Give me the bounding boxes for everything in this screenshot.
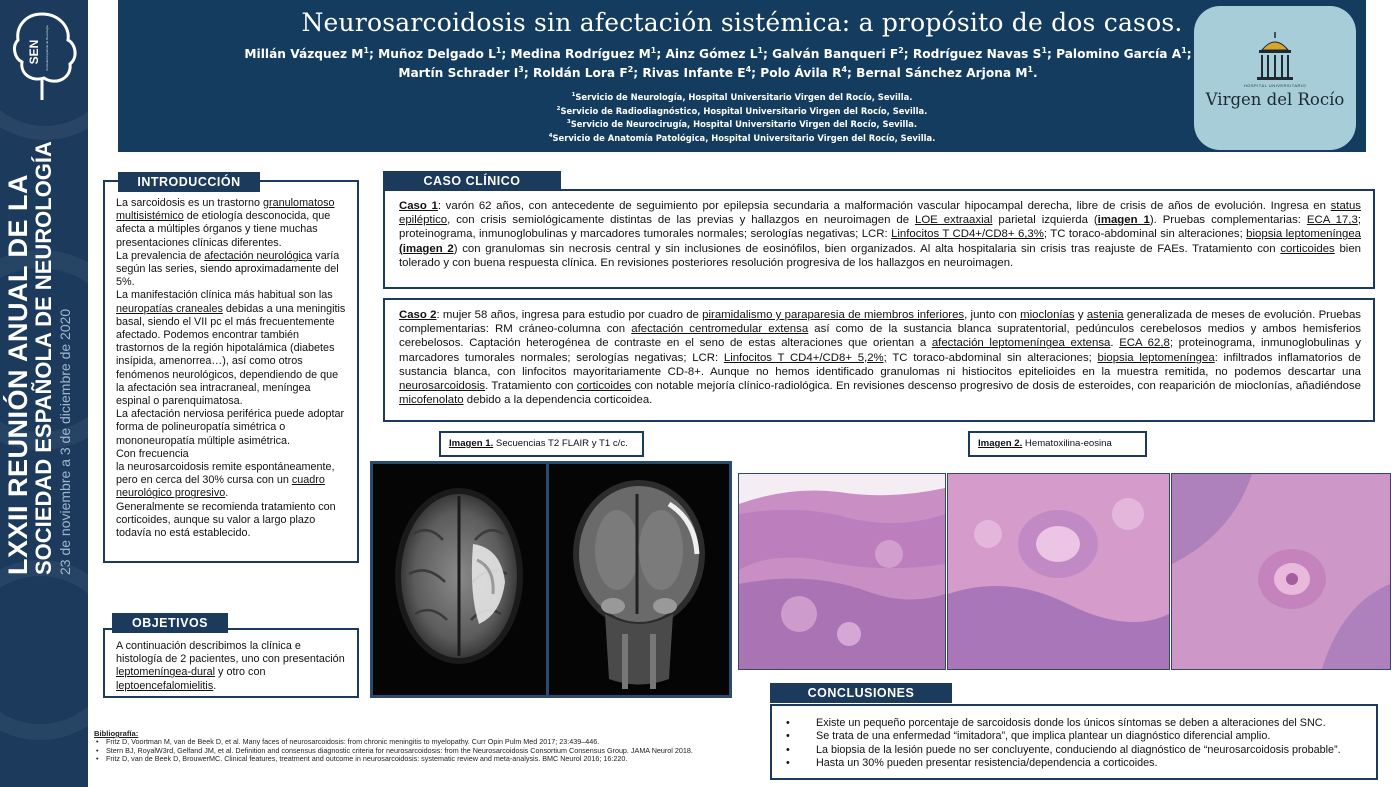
conclusiones-list bbox=[772, 717, 1368, 771]
histology-granuloma-image bbox=[948, 474, 1169, 669]
text-run: ECA 17,3 bbox=[1306, 214, 1358, 227]
author-separator: ; bbox=[656, 47, 666, 61]
affiliation-number: 4 bbox=[548, 132, 553, 139]
text-run: La manifestación clínica más habitual son las bbox=[116, 289, 333, 302]
affiliation-text: Servicio de Neurología, Hospital Universitario Virgen del Rocío, Sevilla. bbox=[575, 92, 913, 102]
conclusiones-heading: CONCLUSIONES bbox=[770, 683, 952, 703]
author-affiliation-number: 2 bbox=[898, 45, 904, 55]
text-run: Con frecuencia bbox=[116, 447, 189, 460]
author-name: Muñoz Delgado L bbox=[378, 47, 496, 61]
author-name: Roldán Lora F bbox=[532, 66, 628, 80]
poster-header bbox=[118, 0, 1366, 152]
text-run: ; TC toraco-abdominal sin alteraciones; bbox=[1043, 228, 1247, 241]
author-separator: ; bbox=[847, 66, 857, 80]
conclusiones-box bbox=[770, 704, 1378, 780]
author-affiliation-number: 1 bbox=[1041, 45, 1047, 55]
text-run: cuadro neurológico progresivo bbox=[116, 474, 325, 500]
author-separator: ; bbox=[751, 66, 761, 80]
author-name: Ainz Gómez L bbox=[665, 47, 758, 61]
conclusion-item: • Existe un pequeño porcentaje de sarcoidosis donde los únicos síntomas se deben a alteraciones del SNC. bbox=[772, 717, 1368, 730]
sen-logo-subtext: Sociedad Española de Neurología bbox=[45, 25, 49, 71]
bibliography-item: • Stern BJ, RoyalW3rd, Gelfand JM, et al. Definition and consensus diagnostic criteria for neurosarcoidosis: from the Neurosarcoidosis Consortium Consensus Group. JAMA Neurol 2018. bbox=[94, 747, 754, 755]
author-affiliation-number: 4 bbox=[745, 64, 752, 74]
objetivos-text bbox=[116, 640, 347, 693]
sen-logo-text: SEN bbox=[27, 39, 41, 65]
imagen-2-caption bbox=[968, 431, 1147, 457]
author-name: Martín Schrader I bbox=[398, 66, 519, 80]
author-affiliation-number: 4 bbox=[841, 64, 848, 74]
text-run: TC toraco-abdominal sin alteraciones; bbox=[886, 351, 1098, 364]
introduccion-heading: INTRODUCCIÓN bbox=[118, 172, 260, 192]
caso-2-box bbox=[383, 298, 1375, 422]
author-affiliation-number: 1 bbox=[650, 45, 657, 55]
text-run: corticoides bbox=[576, 380, 632, 393]
author-separator: ; bbox=[1186, 47, 1192, 61]
bibliography-item: • Fritz D, van de Beek D, BrouwerMC. Clinical features, treatment and outcome in neurosarcoidosis: systematic review and meta-analysis. BMC Neurol 2016; 16:220. bbox=[94, 755, 754, 763]
text-run: . bbox=[1110, 337, 1120, 350]
brain-coronal-mri-image bbox=[549, 464, 729, 695]
imagen-1-mri-flair bbox=[370, 461, 549, 698]
text-run: mioclonías bbox=[1020, 309, 1075, 321]
introduccion-text bbox=[116, 197, 347, 540]
text-run: A continuación describimos la clínica e histología de 2 pacientes, uno con presentación bbox=[116, 640, 345, 666]
author-name: Medina Rodríguez M bbox=[510, 47, 651, 61]
author-affiliation-number: 1 bbox=[1181, 45, 1187, 55]
author-affiliation-number: 1 bbox=[495, 45, 502, 55]
congress-line2: SOCIEDAD ESPAÑOLA DE NEUROLOGÍA bbox=[31, 141, 56, 575]
imagen-2-label: Imagen 2. bbox=[978, 438, 1023, 449]
text-run: (imagen 2 bbox=[399, 242, 454, 255]
author-separator: . bbox=[1033, 66, 1038, 80]
author-separator: ; bbox=[633, 66, 643, 80]
text-run: . bbox=[213, 679, 217, 692]
bibliografia-title: Bibliografía: bbox=[94, 729, 139, 738]
hospital-logo-name: Virgen del Rocío bbox=[1205, 90, 1345, 109]
text-run: : infiltrados inflamatorios de sustancia blanca, con linfocitos mayoritariamente CD-8+. Aunque no hemos identificado granulomas ni histiocitos epitelioides en la muestra remitida, no podemos descartar una bbox=[399, 351, 1361, 378]
author-name: Millán Vázquez M bbox=[244, 47, 364, 61]
text-run: de etiología desconocida, que afecta a múltiples órganos y tiene muchas presentaciones clínicas diferentes. bbox=[116, 210, 331, 249]
text-run: , con crisis semiológicamente distintas de las previas y hallazgos en neuroimagen de bbox=[447, 214, 915, 227]
author-separator: ; bbox=[763, 47, 773, 61]
author-separator: ; bbox=[523, 66, 533, 80]
affiliation-line bbox=[118, 118, 1366, 132]
text-run: . Tratamiento con bbox=[485, 380, 577, 393]
text-run: biopsia leptomeníngea bbox=[1246, 228, 1362, 241]
text-run: biopsia leptomeníngea bbox=[1097, 351, 1215, 364]
text-run: Caso 1 bbox=[399, 200, 438, 212]
author-affiliation-number: 3 bbox=[518, 64, 524, 74]
author-separator: ; bbox=[501, 47, 511, 61]
text-run: imagen 1 bbox=[1097, 214, 1150, 227]
histology-giant-cell-image bbox=[1172, 474, 1390, 669]
text-run: debido a la dependencia corticoidea. bbox=[463, 394, 653, 407]
text-run: bien tolerado y con buena respuesta clínica. En revisiones posteriores resolución progresiva de los hallazgos en neuroimagen. bbox=[399, 242, 1362, 269]
congress-title bbox=[4, 141, 74, 575]
affiliations-list bbox=[118, 91, 1366, 145]
imagen-2-text: Hematoxilina-eosina bbox=[1022, 438, 1112, 449]
affiliation-text: Servicio de Anatomía Patológica, Hospital Universitario Virgen del Rocío, Sevilla. bbox=[552, 132, 936, 143]
affiliation-number: 3 bbox=[566, 119, 571, 126]
affiliation-text: Servicio de Neurocirugía, Hospital Universitario Virgen del Rocío, Sevilla. bbox=[570, 119, 918, 129]
author-affiliation-number: 2 bbox=[627, 64, 634, 74]
imagen-1-mri-t1 bbox=[546, 461, 732, 698]
congress-line1: LXXII REUNIÓN ANUAL DE LA bbox=[3, 173, 33, 575]
text-run: ). Pruebas complementarias: bbox=[1149, 214, 1307, 227]
text-run: : varón 62 años, con antecedente de seguimiento por epilepsia secundaria a malformación vascular hipocampal derecha, libre de crisis de años de evolución. Ingresa en bbox=[437, 200, 1331, 212]
text-run: varía según las series, siendo aproximadamente del 5%. bbox=[116, 249, 340, 289]
author-name: Galván Banqueri F bbox=[772, 47, 899, 61]
text-run: corticoides bbox=[1280, 242, 1335, 255]
author-separator: ; bbox=[1046, 47, 1057, 61]
affiliation-number: 2 bbox=[556, 105, 561, 112]
text-run: y otro con bbox=[215, 666, 266, 679]
text-run: Generalmente se recomienda tratamiento con corticoides, aunque su valor a largo plazo todavía no está establecido. bbox=[116, 500, 336, 540]
text-run: la neurosarcoidosis remite espontáneamente, pero en cerca del 30% cursa con un bbox=[116, 461, 335, 487]
bibliografia bbox=[94, 730, 754, 764]
text-run: Caso 2 bbox=[399, 309, 437, 321]
text-run: Linfocitos T CD4+/CD8+ 5,2%; bbox=[723, 351, 887, 364]
caso-clinico-heading: CASO CLÍNICO bbox=[383, 171, 561, 191]
poster-title: Neurosarcoidosis sin afectación sistémica: a propósito de dos casos. bbox=[301, 8, 1183, 37]
text-run: micofenolato bbox=[399, 394, 464, 407]
text-run: piramidalismo y paraparesia de miembros inferiores bbox=[702, 309, 965, 321]
bibliography-item: • Fritz D, Voortman M, van de Beek D, et al. Many faces of neurosarcoidosis: from chronic meningitis to myelopathy. Curr Opin Pulm Med 2017; 23:439–446. bbox=[94, 738, 754, 746]
text-run: y bbox=[1074, 309, 1087, 321]
author-separator: ; bbox=[368, 47, 379, 61]
text-run: . bbox=[225, 487, 229, 500]
text-run: afectación neurológica bbox=[204, 249, 313, 262]
imagen-1-label: Imagen 1. bbox=[449, 438, 494, 449]
author-affiliation-number: 1 bbox=[1027, 64, 1034, 74]
text-run: La prevalencia de bbox=[116, 249, 205, 262]
author-separator: ; bbox=[903, 47, 913, 61]
imagen-2-histology-mid bbox=[947, 473, 1170, 670]
affiliation-text: Servicio de Radiodiagnóstico, Hospital Universitario Virgen del Rocío, Sevilla. bbox=[560, 105, 928, 116]
introduccion-box bbox=[103, 180, 359, 563]
histology-low-magnification-image bbox=[739, 474, 945, 669]
text-run: LOE extraaxial bbox=[914, 214, 993, 227]
text-run: debidas a una meningitis basal, siendo el VII pc el más frecuentemente afectado. Podemos encontrar también trastornos de la región hipotalámica (diabetes insípida, amenorrea…), así como otros fenómenos neurológicos, dependiendo de que la afectación sea intracraneal, meníngea espinal o parenquimatosa. bbox=[116, 302, 346, 408]
author-name: Bernal Sánchez Arjona M bbox=[856, 66, 1028, 80]
brain-axial-mri-image bbox=[373, 464, 546, 695]
text-run: ) con granulomas sin necrosis central y sin inclusiones de eosinófilos, bien organizados. Al alta hospitalaria sin crisis tras reajuste de FAEs. Tratamiento con bbox=[453, 242, 1281, 255]
text-run: neurosarcoidosis bbox=[399, 380, 486, 393]
imagen-1-caption bbox=[439, 431, 644, 457]
hospital-logo bbox=[1194, 6, 1356, 150]
text-run: leptomeníngea-dural bbox=[116, 666, 216, 679]
text-run: así como de la sustancia blanca supratentorial, pedúnculos cerebelosos medios y ambos hemisferios cerebelosos. Captación heterogénea de contraste en el seno de estas alteraciones que orientan a bbox=[399, 323, 1361, 350]
text-run: afectación centromedular extensa bbox=[631, 323, 809, 336]
affiliation-line bbox=[118, 105, 1366, 119]
congress-dates: 23 de noviembre a 3 de diciembre de 2020 bbox=[57, 308, 73, 575]
text-run: con notable mejoría clínico-radiológica. En revisiones descenso progresivo de dosis de esteroides, con reaparición de mioclonías, añadiéndose bbox=[631, 380, 1361, 393]
author-name: Rivas Infante E bbox=[642, 66, 746, 80]
text-run: astenia bbox=[1086, 309, 1124, 321]
imagen-1-text: Secuencias T2 FLAIR y T1 c/c. bbox=[493, 438, 628, 449]
text-run: ; proteinograma, inmunoglobulinas y marcadores tumorales normales; serologías negativas; LCR: bbox=[399, 214, 1361, 241]
author-affiliation-number: 1 bbox=[757, 45, 764, 55]
conclusion-item: • La biopsia de la lesión puede no ser concluyente, conduciendo al diagnóstico de “neurosarcoidosis probable”. bbox=[772, 744, 1368, 757]
bibliografia-list bbox=[94, 738, 754, 763]
text-run: La afectación nerviosa periférica puede adoptar forma de polineuropatía simétrica o mononeuropatía múltiple asimétrica. bbox=[116, 408, 345, 447]
affiliation-line bbox=[118, 132, 1366, 146]
author-name: Palomino García A bbox=[1056, 47, 1182, 61]
conclusion-item: • Se trata de una enfermedad “imitadora”, que implica plantear un diagnóstico diferencial amplio. bbox=[772, 730, 1368, 743]
decorative-swirl bbox=[0, 560, 88, 740]
text-run: afectación leptomeníngea extensa bbox=[931, 337, 1111, 350]
text-run: generalizada de meses de evolución. Pruebas complementarias: RM cráneo-columna con bbox=[399, 309, 1362, 336]
hospital-logo-subtitle: HOSPITAL UNIVERSITARIO bbox=[1243, 83, 1307, 88]
affiliation-line bbox=[118, 91, 1366, 105]
author-name: Polo Ávila R bbox=[760, 66, 842, 80]
conclusion-item: • Hasta un 30% pueden presentar resistencia/dependencia a corticoides. bbox=[772, 757, 1368, 770]
author-affiliation-number: 1 bbox=[363, 45, 369, 55]
imagen-2-histology-high bbox=[1171, 473, 1391, 670]
text-run: status epiléptico bbox=[399, 200, 1361, 227]
text-run: ECA 62,8 bbox=[1119, 337, 1170, 350]
caso-1-box bbox=[383, 189, 1375, 289]
text-run: granulomatoso multisistémico bbox=[116, 197, 335, 223]
authors-list bbox=[218, 45, 1218, 83]
text-run: , junto con bbox=[964, 309, 1021, 321]
sen-logo bbox=[8, 8, 80, 108]
author-name: Rodríguez Navas S bbox=[912, 47, 1042, 61]
text-run: parietal izquierda ( bbox=[992, 214, 1098, 227]
congress-sidebar bbox=[0, 0, 88, 787]
objetivos-box bbox=[103, 628, 359, 698]
objetivos-heading: OBJETIVOS bbox=[112, 613, 228, 633]
imagen-2-histology-low bbox=[738, 473, 946, 670]
hospital-building-icon bbox=[1250, 30, 1300, 82]
text-run: ; proteinograma, inmunoglobulinas y marcadores tumorales normales; serologías negativas; LCR: bbox=[399, 337, 1361, 364]
text-run: La sarcoidosis es un trastorno bbox=[116, 197, 264, 209]
affiliation-number: 1 bbox=[571, 92, 576, 99]
text-run: : mujer 58 años, ingresa para estudio por cuadro de bbox=[436, 309, 703, 321]
text-run: neuropatías craneales bbox=[116, 302, 223, 315]
text-run: Linfocitos T CD4+/CD8+ 6,3% bbox=[891, 228, 1044, 241]
text-run: leptoencefalomielitis bbox=[116, 679, 214, 692]
